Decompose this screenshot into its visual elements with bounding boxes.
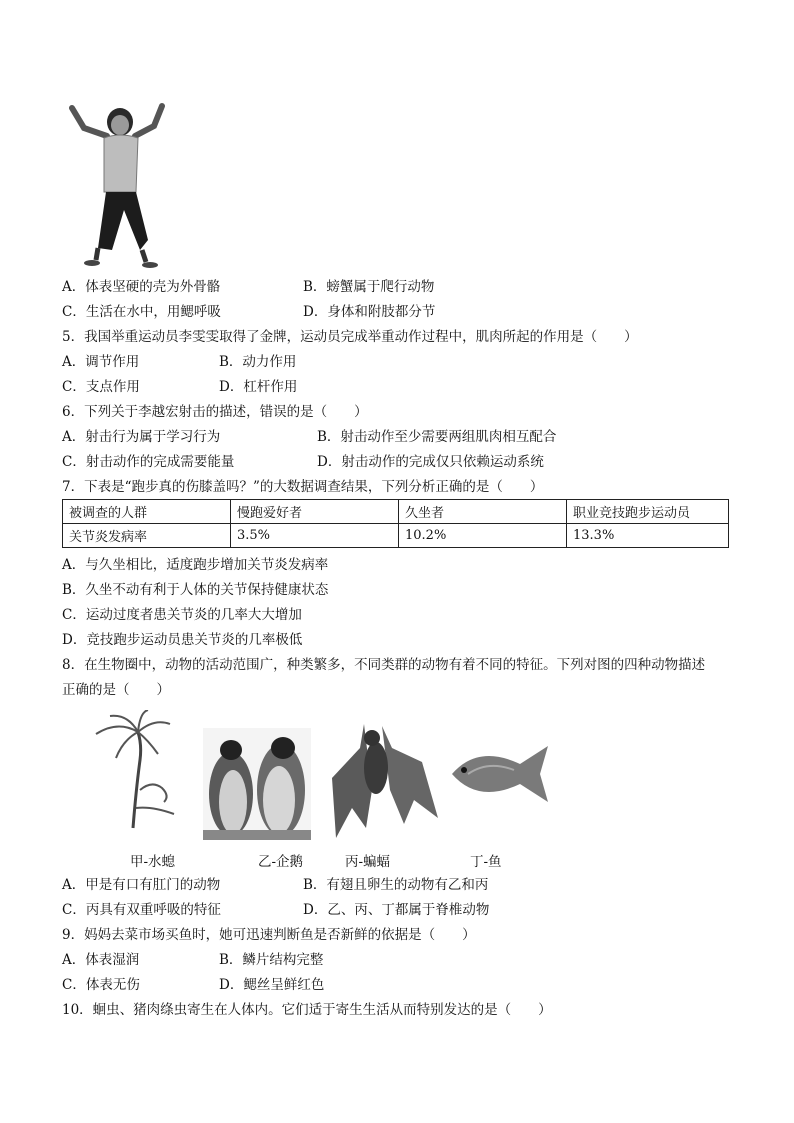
q8-option-d: D．乙、丙、丁都属于脊椎动物 xyxy=(303,902,490,918)
q9-option-a: A．体表湿润 xyxy=(62,952,140,968)
q9-option-b: B．鳞片结构完整 xyxy=(219,952,324,968)
table-row xyxy=(63,524,729,548)
q8-option-b: B．有翅且卵生的动物有乙和丙 xyxy=(303,877,489,893)
q9-stem: 9．妈妈去菜市场买鱼时，她可迅速判断鱼是否新鲜的依据是（ ） xyxy=(62,927,476,943)
jumping-person-figure xyxy=(62,100,172,270)
q5-option-a: A．调节作用 xyxy=(62,354,140,370)
q9-option-d: D．鳃丝呈鲜红色 xyxy=(219,977,325,993)
penguin-image xyxy=(203,728,311,840)
q8-option-a: A．甲是有口有肛门的动物 xyxy=(62,877,221,893)
caption-hydra: 甲-水螅 xyxy=(130,854,176,870)
caption-fish: 丁-鱼 xyxy=(470,854,502,870)
q6-option-d: D．射击动作的完成仅只依赖运动系统 xyxy=(317,454,544,470)
table-cell: 慢跑爱好者 xyxy=(231,500,399,524)
q6-option-c: C．射击动作的完成需要能量 xyxy=(62,454,235,470)
table-cell: 3.5% xyxy=(231,524,399,548)
q8-stem-line1: 8．在生物圈中，动物的活动范围广，种类繁多，不同类群的动物有着不同的特征。下列对图的四种动物描述 xyxy=(62,657,706,673)
table-cell: 关节炎发病率 xyxy=(63,524,231,548)
q7-stem: 7．下表是“跑步真的伤膝盖吗？”的大数据调查结果，下列分析正确的是（ ） xyxy=(62,479,544,495)
table-cell: 被调查的人群 xyxy=(63,500,231,524)
q10-stem: 10．蛔虫、猪肉绦虫寄生在人体内。它们适于寄生生活从而特别发达的是（ ） xyxy=(62,1002,552,1018)
bat-image xyxy=(322,718,440,840)
hydra-image xyxy=(78,710,188,830)
q7-option-a: A．与久坐相比，适度跑步增加关节炎发病率 xyxy=(62,557,329,573)
q4-option-c: C．生活在水中，用鳃呼吸 xyxy=(62,304,221,320)
q9-option-c: C．体表无伤 xyxy=(62,977,140,993)
table-header-row xyxy=(63,500,729,524)
q8-option-c: C．丙具有双重呼吸的特征 xyxy=(62,902,221,918)
q6-option-a: A．射击行为属于学习行为 xyxy=(62,429,221,445)
table-cell: 13.3% xyxy=(567,524,729,548)
table-cell: 职业竞技跑步运动员 xyxy=(567,500,729,524)
q4-option-a: A．体表坚硬的壳为外骨骼 xyxy=(62,279,221,295)
table-cell: 10.2% xyxy=(399,524,567,548)
q7-data-table xyxy=(62,499,729,548)
q4-option-b: B．螃蟹属于爬行动物 xyxy=(303,279,435,295)
q4-option-d: D．身体和附肢都分节 xyxy=(303,304,436,320)
q7-option-b: B．久坐不动有利于人体的关节保持健康状态 xyxy=(62,582,329,598)
table-cell: 久坐者 xyxy=(399,500,567,524)
q7-option-c: C．运动过度者患关节炎的几率大大增加 xyxy=(62,607,302,623)
q5-stem: 5．我国举重运动员李雯雯取得了金牌，运动员完成举重动作过程中，肌肉所起的作用是（ ） xyxy=(62,329,638,345)
q5-option-b: B．动力作用 xyxy=(219,354,297,370)
q5-option-d: D．杠杆作用 xyxy=(219,379,298,395)
q6-option-b: B．射击动作至少需要两组肌肉相互配合 xyxy=(317,429,557,445)
caption-bat: 丙-蝙蝠 xyxy=(345,854,391,870)
q7-option-d: D．竞技跑步运动员患关节炎的几率极低 xyxy=(62,632,303,648)
fish-image xyxy=(448,740,552,808)
q8-stem-line2: 正确的是（ ） xyxy=(62,682,170,698)
q6-stem: 6．下列关于李越宏射击的描述，错误的是（ ） xyxy=(62,404,368,420)
caption-penguin: 乙-企鹅 xyxy=(258,854,304,870)
q5-option-c: C．支点作用 xyxy=(62,379,140,395)
